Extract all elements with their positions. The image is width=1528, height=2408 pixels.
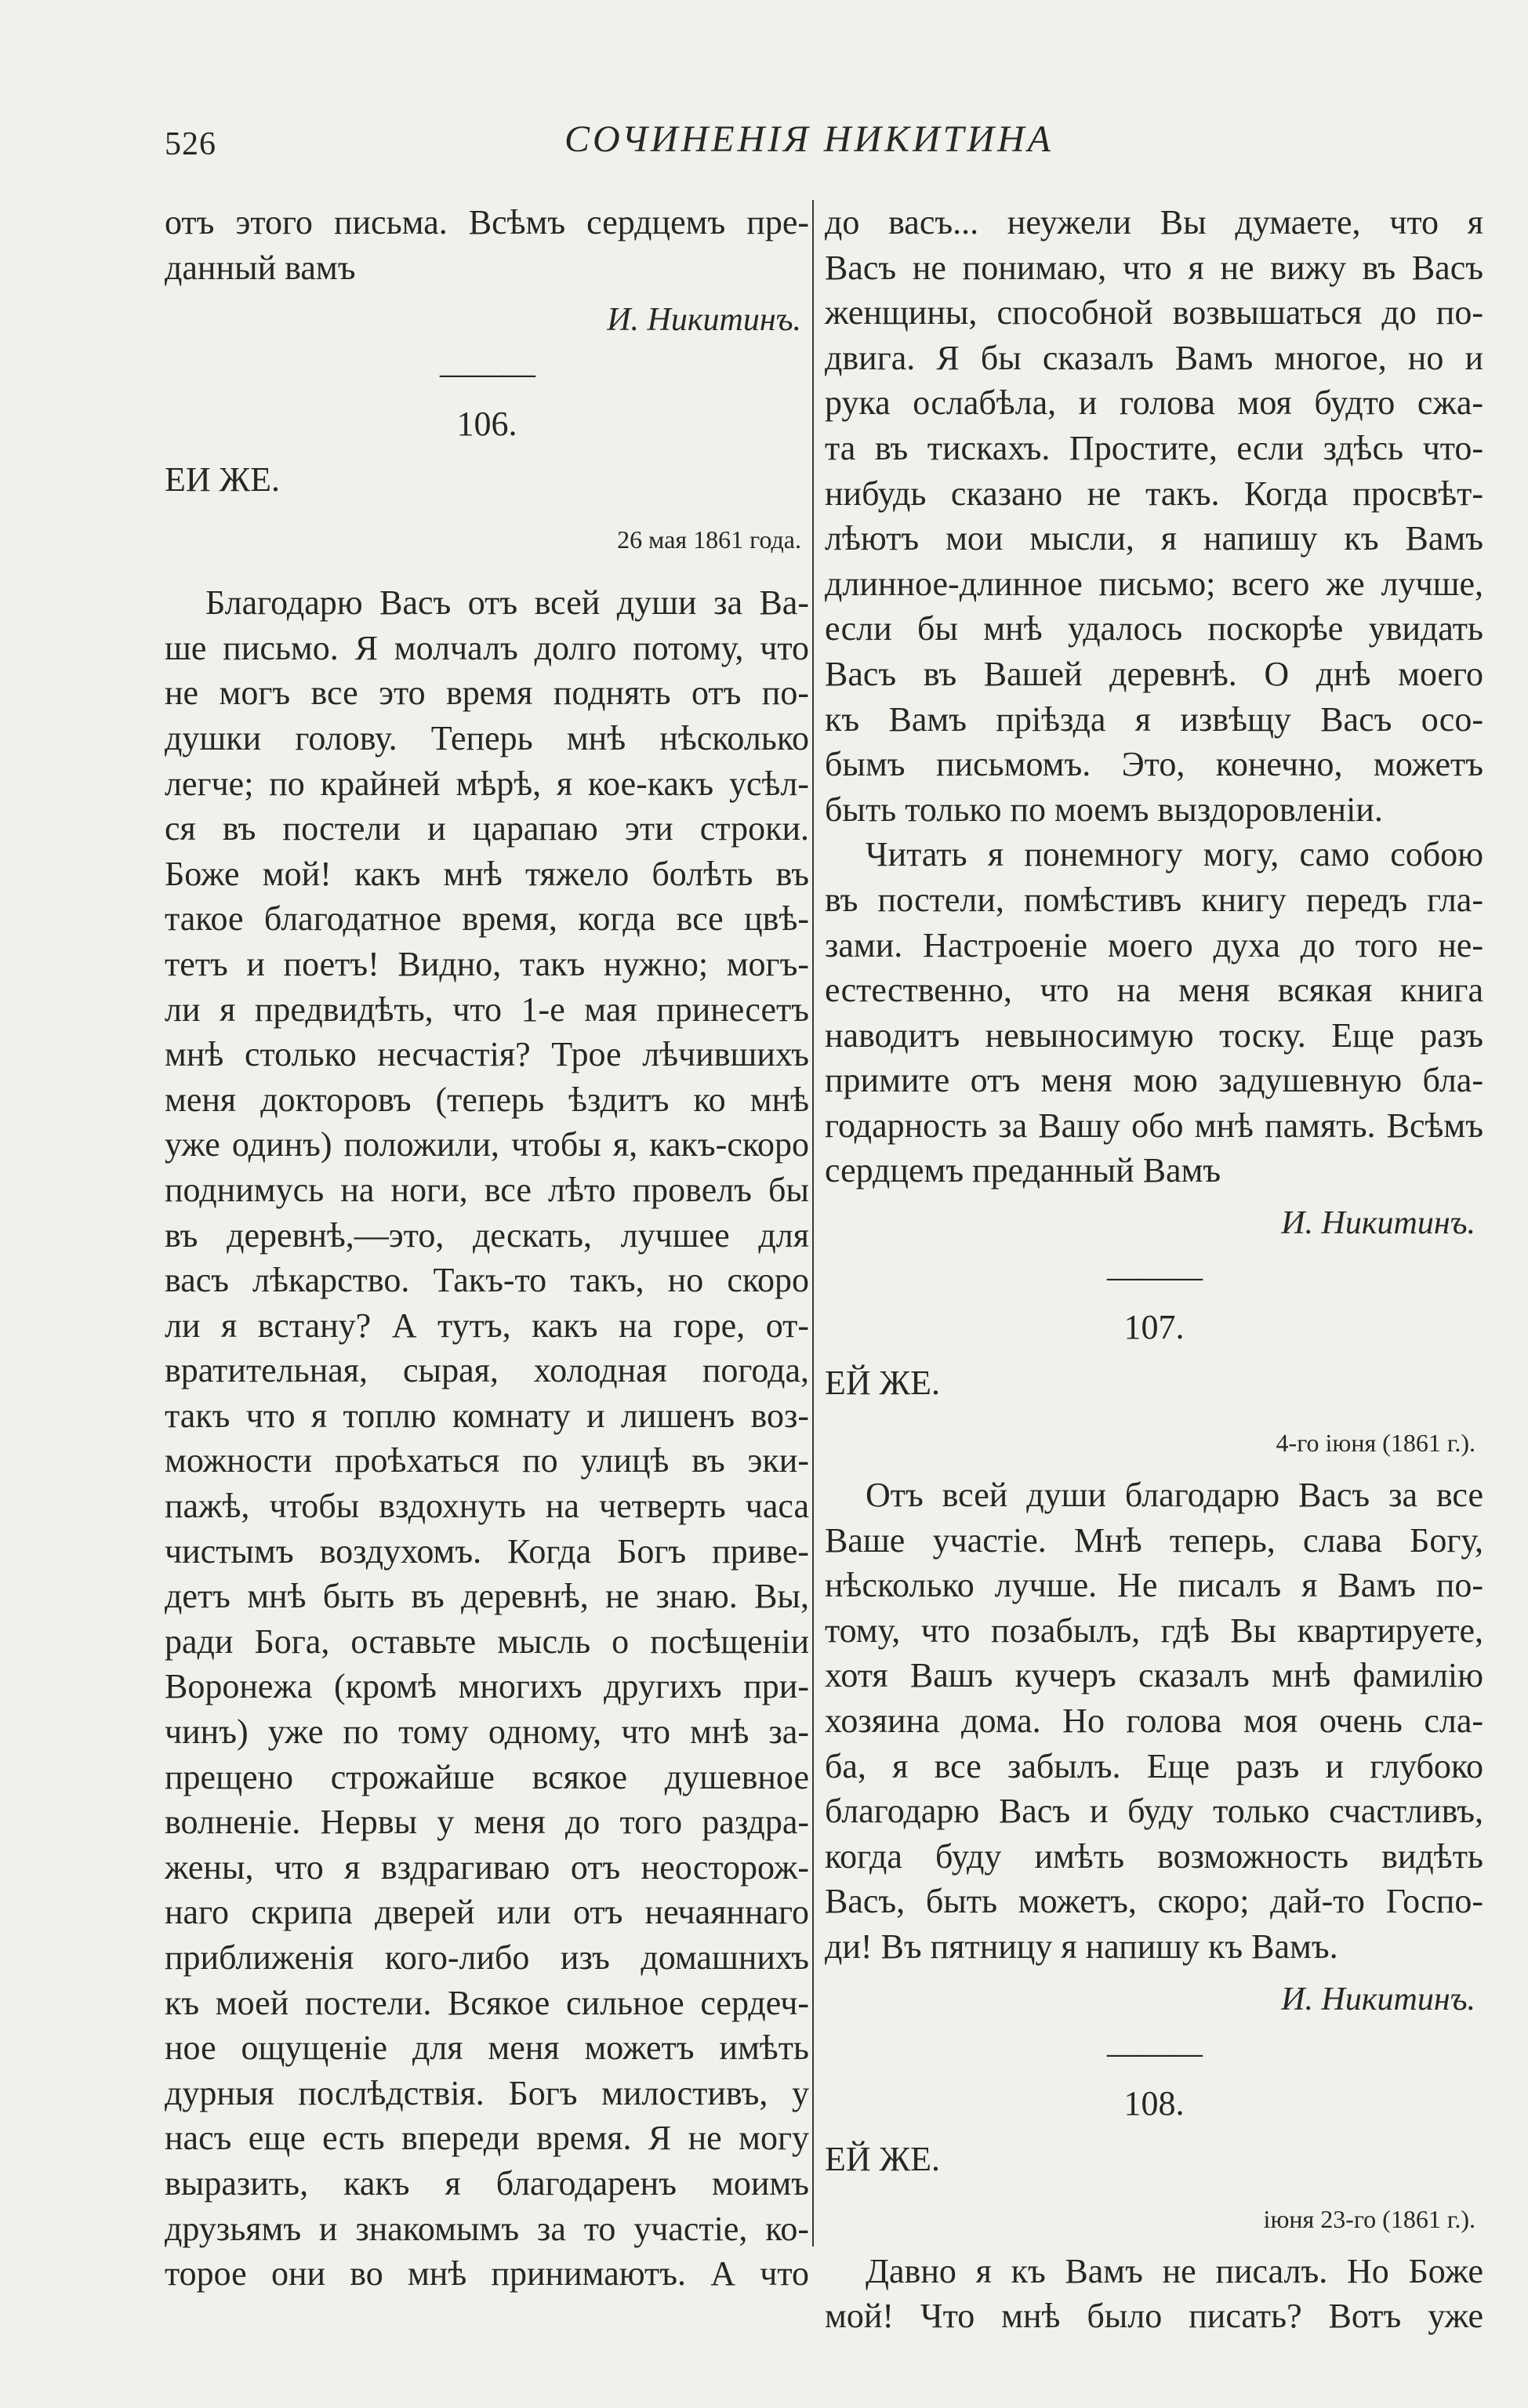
separator: ——— bbox=[1107, 1259, 1201, 1296]
text-line: Васъ не понимаю, что я не вижу въ Васъ bbox=[825, 248, 1483, 287]
text-line: благодарю Васъ и буду только счастливъ, bbox=[825, 1792, 1483, 1831]
text-line: лѣютъ мои мысли, я напишу къ Вамъ bbox=[825, 519, 1483, 558]
text-line: отъ этого письма. Всѣмъ сердцемъ пре- bbox=[165, 203, 809, 242]
letter-heading: ЕИ ЖЕ. bbox=[165, 460, 280, 499]
text-line: уже одинъ) положили, чтобы я, какъ-скоро bbox=[165, 1125, 809, 1164]
text-line: такъ что я топлю комнату и лишенъ воз- bbox=[165, 1396, 809, 1435]
letter-107 bbox=[825, 1253, 1483, 2029]
text-line: тетъ и поетъ! Видно, такъ нужно; могъ- bbox=[165, 944, 809, 983]
text-line: нибудь сказано не такъ. Когда просвѣт- bbox=[825, 474, 1483, 513]
signature: И. Никитинъ. bbox=[1281, 1981, 1475, 2018]
text-line: жены, что я вздрагиваю отъ неосторож- bbox=[165, 1847, 809, 1887]
text-line: хотя Вашъ кучеръ сказалъ мнѣ фамилію bbox=[825, 1656, 1483, 1695]
text-line: наго скрипа дверей или отъ нечаяннаго bbox=[165, 1893, 809, 1932]
text-line: если бы мнѣ удалось поскорѣе увидать bbox=[825, 609, 1483, 648]
text-line: до васъ... неужели Вы думаете, что я bbox=[825, 203, 1483, 242]
text-line: Давно я къ Вамъ не писалъ. Но Боже bbox=[866, 2251, 1483, 2290]
running-title: СОЧИНЕНІЯ НИКИТИНА bbox=[564, 118, 1054, 160]
text-line: Благодарю Васъ отъ всей души за Ва- bbox=[205, 583, 809, 623]
text-line: Воронежа (кромѣ многихъ другихъ при- bbox=[165, 1667, 809, 1706]
column-divider bbox=[812, 200, 814, 2246]
text-line: годарность за Вашу обо мнѣ память. Всѣмъ bbox=[825, 1106, 1483, 1145]
text-line: сердцемъ преданный Вамъ bbox=[825, 1151, 1221, 1190]
letter-number: 107. bbox=[1123, 1308, 1185, 1347]
text-line: такое благодатное время, когда все цвѣ- bbox=[165, 899, 809, 939]
text-line: Отъ всей души благодарю Васъ за все bbox=[866, 1476, 1483, 1515]
text-line: торое они во мнѣ принимаютъ. А что bbox=[165, 2254, 809, 2294]
letter-body bbox=[165, 580, 809, 2297]
text-line: Васъ въ Вашей деревнѣ. О днѣ моего bbox=[825, 654, 1483, 693]
letter-number: 108. bbox=[1123, 2083, 1185, 2123]
text-line: ди! Въ пятницу я напишу къ Вамъ. bbox=[825, 1927, 1338, 1966]
text-line: ше письмо. Я молчалъ долго потому, что bbox=[165, 628, 809, 667]
letter-date: 4-го іюня (1861 г.). bbox=[1276, 1429, 1475, 1458]
text-line: насъ еще есть впереди время. Я не могу bbox=[165, 2119, 809, 2158]
letter-heading: ЕЙ ЖЕ. bbox=[825, 2139, 940, 2178]
text-line: поднимусь на ноги, все лѣто провелъ бы bbox=[165, 1170, 809, 1209]
letter-date: 26 мая 1861 года. bbox=[617, 525, 801, 554]
right-column bbox=[825, 200, 1483, 2336]
text-line: естественно, что на меня всякая книга bbox=[825, 971, 1483, 1010]
text-line: ся въ постели и царапаю эти строки. bbox=[165, 809, 809, 848]
separator: ——— bbox=[440, 356, 534, 393]
text-line: зами. Настроеніе моего духа до того не- bbox=[825, 925, 1483, 964]
text-line: меня докторовъ (теперь ѣздитъ ко мнѣ bbox=[165, 1080, 809, 1119]
text-line: къ Вамъ пріѣзда я извѣщу Васъ осо- bbox=[825, 699, 1483, 739]
text-line: ли я встану? А тутъ, какъ на горе, от- bbox=[165, 1306, 809, 1345]
text-line: чинъ) уже по тому одному, что мнѣ за- bbox=[165, 1712, 809, 1752]
text-line: женщины, способной возвышаться до по- bbox=[825, 293, 1483, 332]
letter-number: 106. bbox=[456, 405, 517, 444]
letter-106-continuation bbox=[825, 200, 1483, 1253]
text-line: не могъ все это время поднять отъ по- bbox=[165, 674, 809, 713]
letter-body bbox=[825, 1473, 1483, 1970]
text-line: мой! Что мнѣ было писать? Вотъ уже bbox=[825, 2297, 1483, 2336]
letter-body bbox=[825, 2249, 1483, 2339]
text-line: данный вамъ bbox=[165, 248, 356, 287]
separator: ——— bbox=[1107, 2035, 1201, 2072]
text-line: Васъ, быть можетъ, скоро; дай-то Госпо- bbox=[825, 1882, 1483, 1921]
text-line: васъ лѣкарство. Такъ-то такъ, но скоро bbox=[165, 1261, 809, 1300]
letter-106 bbox=[165, 350, 809, 2297]
text-line: та въ тискахъ. Простите, если здѣсь что- bbox=[825, 428, 1483, 467]
text-line: къ моей постели. Всякое сильное сердеч- bbox=[165, 1983, 809, 2022]
paragraph bbox=[825, 832, 1483, 1193]
text-line: наводитъ невыносимую тоску. Еще разъ bbox=[825, 1015, 1483, 1055]
text-line: прещено строжайше всякое душевное bbox=[165, 1757, 809, 1796]
text-line: приближенія кого-либо изъ домашнихъ bbox=[165, 1938, 809, 1977]
text-line: Ваше участіе. Мнѣ теперь, слава Богу, bbox=[825, 1520, 1483, 1560]
text-line: ное ощущеніе для меня можетъ имѣть bbox=[165, 2028, 809, 2068]
letter-heading: ЕЙ ЖЕ. bbox=[825, 1364, 940, 1403]
text-line: тому, что позабылъ, гдѣ Вы квартируете, bbox=[825, 1611, 1483, 1650]
text-line: душки голову. Теперь мнѣ нѣсколько bbox=[165, 718, 809, 757]
text-line: пажѣ, чтобы вздохнуть на четверть часа bbox=[165, 1487, 809, 1526]
text-line: ли я предвидѣть, что 1-е мая принесетъ bbox=[165, 990, 809, 1029]
left-column bbox=[165, 200, 809, 2294]
paragraph bbox=[825, 200, 1483, 832]
text-line: Читать я понемногу могу, само собою bbox=[866, 835, 1483, 874]
text-line: вратительная, сырая, холодная погода, bbox=[165, 1351, 809, 1390]
text-line: длинное-длинное письмо; всего же лучше, bbox=[825, 564, 1483, 603]
text-line: ба, я все забылъ. Еще разъ и глубоко bbox=[825, 1746, 1483, 1785]
text-line: быть только по моемъ выздоровленіи. bbox=[825, 790, 1383, 829]
text-line: примите отъ меня мою задушевную бла- bbox=[825, 1061, 1483, 1100]
letter-108 bbox=[825, 2029, 1483, 2339]
text-line: волненіе. Нервы у меня до того раздра- bbox=[165, 1803, 809, 1842]
signature: И. Никитинъ. bbox=[607, 302, 801, 339]
text-line: нѣсколько лучше. Не писалъ я Вамъ по- bbox=[825, 1566, 1483, 1605]
signature: И. Никитинъ. bbox=[1281, 1205, 1475, 1242]
text-line: хозяина дома. Но голова моя очень сла- bbox=[825, 1702, 1483, 1741]
text-line: ради Бога, оставьте мысль о посѣщеніи bbox=[165, 1622, 809, 1661]
letter-date: іюня 23-го (1861 г.). bbox=[1263, 2204, 1475, 2233]
text-line: детъ мнѣ быть въ деревнѣ, не знаю. Вы, bbox=[165, 1577, 809, 1616]
text-line: рука ослабѣла, и голова моя будто сжа- bbox=[825, 383, 1483, 423]
letter-105-ending bbox=[165, 200, 809, 350]
text-line: легче; по крайней мѣрѣ, я кое-какъ усѣл- bbox=[165, 764, 809, 803]
text-line: когда буду имѣть возможность видѣть bbox=[825, 1836, 1483, 1876]
text-line: бымъ письмомъ. Это, конечно, можетъ bbox=[825, 745, 1483, 784]
page-number: 526 bbox=[165, 126, 216, 162]
text-line: въ постели, помѣстивъ книгу передъ гла- bbox=[825, 880, 1483, 919]
text-line: Боже мой! какъ мнѣ тяжело болѣть въ bbox=[165, 854, 809, 893]
text-line: дурныя послѣдствія. Богъ милостивъ, у bbox=[165, 2073, 809, 2112]
text-line: друзьямъ и знакомымъ за то участіе, ко- bbox=[165, 2209, 809, 2248]
text-line: двига. Я бы сказалъ Вамъ многое, но и bbox=[825, 338, 1483, 377]
text-line: можности проѣхаться по улицѣ въ эки- bbox=[165, 1441, 809, 1480]
spacer bbox=[165, 569, 809, 580]
text-line: чистымъ воздухомъ. Когда Богъ приве- bbox=[165, 1531, 809, 1571]
text-line: мнѣ столько несчастія? Трое лѣчившихъ bbox=[165, 1035, 809, 1074]
text-line: выразить, какъ я благодаренъ моимъ bbox=[165, 2163, 809, 2203]
text-line: въ деревнѣ,—это, дескать, лучшее для bbox=[165, 1215, 809, 1255]
